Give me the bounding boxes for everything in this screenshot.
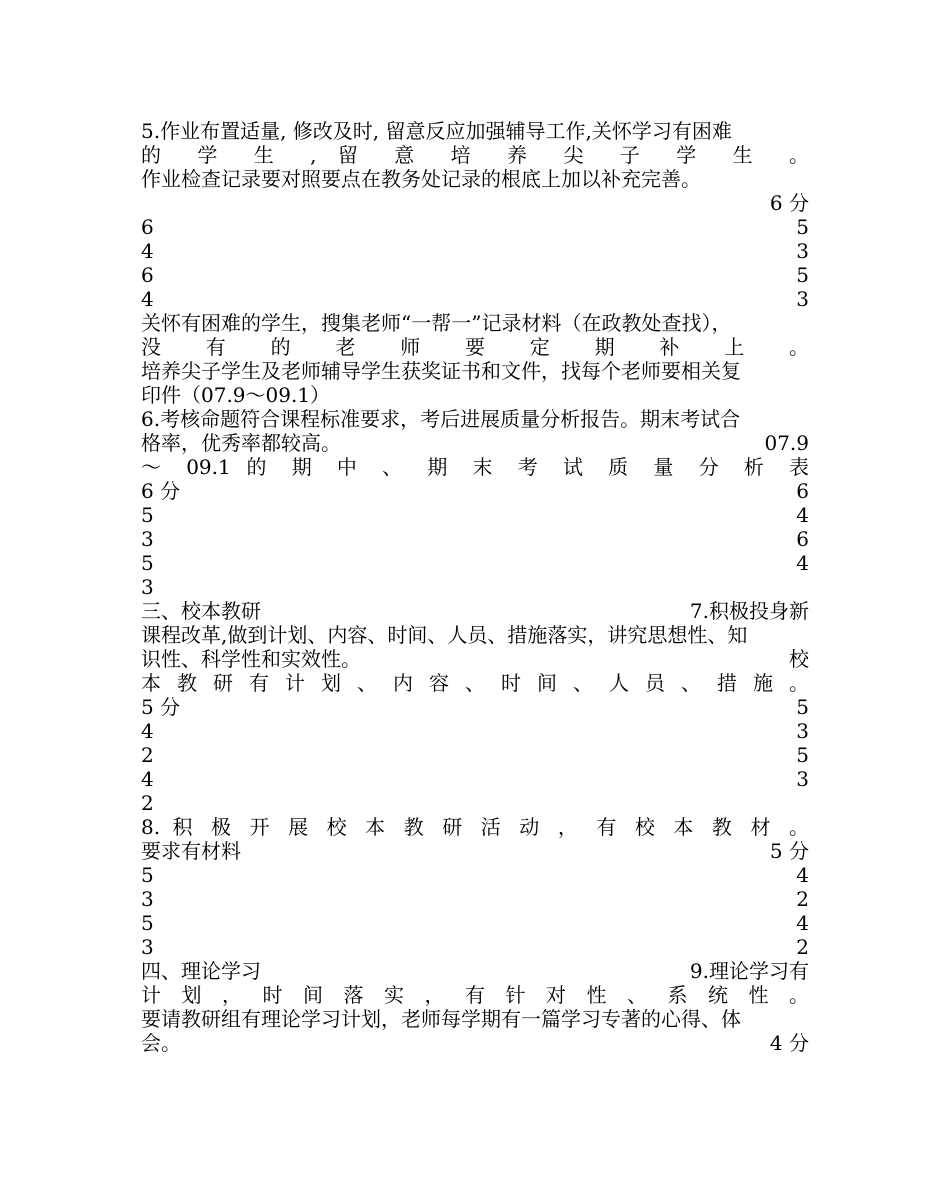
item-9-requirement-cont bbox=[141, 1031, 809, 1055]
item-7-right: 校 bbox=[789, 647, 809, 671]
score-row bbox=[141, 287, 809, 311]
score-row bbox=[141, 503, 809, 527]
care-students-text-cont: 没 有 的 老 师 要 定 期 补 上 。 bbox=[141, 335, 809, 359]
score-left: 4 bbox=[141, 239, 154, 263]
score-left: 2 bbox=[141, 743, 154, 767]
score-right: 5 bbox=[796, 263, 809, 287]
cultivate-students-text: 培养尖子学生及老师辅导学生获奖证书和文件，找每个老师要相关复 bbox=[141, 359, 741, 383]
item-9-requirement: 要请教研组有理论学习计划，老师每学期有一篇学习专著的心得、体 bbox=[141, 1007, 741, 1031]
item-6-left: 格率，优秀率都较高。 bbox=[141, 431, 341, 455]
score-left: 4 bbox=[141, 719, 154, 743]
item-5-text-cont: 的 学 生 , 留 意 培 养 尖 子 学 生 。 bbox=[141, 143, 809, 167]
item-5-score: 6 分 bbox=[769, 191, 809, 215]
item-8-requirement-row bbox=[141, 839, 809, 863]
score-left: 4 bbox=[141, 767, 154, 791]
score-row bbox=[141, 767, 809, 791]
cultivate-students-text-cont: 印件（07.9～09.1） bbox=[141, 383, 331, 407]
score-row bbox=[141, 479, 809, 503]
score-left: 6 bbox=[141, 215, 154, 239]
section-3-heading: 三、校本教研 bbox=[141, 599, 261, 623]
item-7-left: 识性、科学性和实效性。 bbox=[141, 647, 361, 671]
item-6-text: 6.考核命题符合课程标准要求，考后进展质量分析报告。期末考试合 bbox=[141, 407, 741, 431]
score-right: 4 bbox=[796, 551, 809, 575]
score-row bbox=[141, 527, 809, 551]
score-right: 5 bbox=[796, 743, 809, 767]
item-8-text: 8. 积 极 开 展 校 本 教 研 活 动 ， 有 校 本 教 材 。 bbox=[141, 815, 809, 839]
item-9-text: 计 划 ， 时 间 落 实 ， 有 针 对 性 、 系 统 性 。 bbox=[141, 983, 809, 1007]
item-5-text: 5.作业布置适量, 修改及时, 留意反应加强辅导工作,关怀学习有困难 bbox=[141, 119, 732, 143]
score-left: 5 bbox=[141, 863, 154, 887]
score-row: 3 bbox=[141, 575, 154, 599]
item-6-text-cont bbox=[141, 431, 809, 455]
score-row bbox=[141, 863, 809, 887]
section-3-heading-row bbox=[141, 599, 809, 623]
score-row bbox=[141, 695, 809, 719]
score-row bbox=[141, 743, 809, 767]
score-right: 3 bbox=[796, 719, 809, 743]
item-9-left: 会。 bbox=[141, 1031, 181, 1055]
care-students-text: 关怀有困难的学生，搜集老师“一帮一”记录材料（在政教处查找）， bbox=[141, 311, 732, 335]
score-row bbox=[141, 239, 809, 263]
score-right: 3 bbox=[796, 767, 809, 791]
section-4-heading-row bbox=[141, 959, 809, 983]
score-left: 3 bbox=[141, 935, 154, 959]
score-left: 3 bbox=[141, 527, 154, 551]
score-right: 4 bbox=[796, 863, 809, 887]
score-row bbox=[141, 719, 809, 743]
score-right: 3 bbox=[796, 239, 809, 263]
item-8-score: 5 分 bbox=[769, 839, 809, 863]
score-right: 6 bbox=[796, 479, 809, 503]
score-left: 6 分 bbox=[141, 479, 181, 503]
item-7-plan-note: 本 教 研 有 计 划 、 内 容 、 时 间 、 人 员 、 措 施 。 bbox=[141, 671, 809, 695]
score-row bbox=[141, 887, 809, 911]
score-row: 2 bbox=[141, 791, 154, 815]
item-7-start: 7.积极投身新 bbox=[689, 599, 809, 623]
item-8-requirement: 要求有材料 bbox=[141, 839, 241, 863]
score-right: 5 bbox=[796, 695, 809, 719]
item-9-score: 4 分 bbox=[769, 1031, 809, 1055]
score-left: 6 bbox=[141, 263, 154, 287]
item-9-start: 9.理论学习有 bbox=[689, 959, 809, 983]
score-row bbox=[141, 911, 809, 935]
score-left: 5 bbox=[141, 911, 154, 935]
item-5-check-note: 作业检查记录要对照要点在教务处记录的根底上加以补充完善。 bbox=[141, 167, 701, 191]
score-left: 5 bbox=[141, 551, 154, 575]
score-right: 2 bbox=[796, 935, 809, 959]
score-row bbox=[141, 263, 809, 287]
score-right: 4 bbox=[796, 911, 809, 935]
item-6-right: 07.9 bbox=[764, 431, 809, 455]
document-body bbox=[141, 119, 809, 1055]
section-4-heading: 四、理论学习 bbox=[141, 959, 261, 983]
score-right: 5 bbox=[796, 215, 809, 239]
score-row bbox=[141, 935, 809, 959]
score-row bbox=[141, 215, 809, 239]
score-left: 4 bbox=[141, 287, 154, 311]
score-left: 3 bbox=[141, 887, 154, 911]
item-7-text-cont bbox=[141, 647, 809, 671]
score-right: 6 bbox=[796, 527, 809, 551]
score-row bbox=[141, 551, 809, 575]
score-left: 5 分 bbox=[141, 695, 181, 719]
score-right: 2 bbox=[796, 887, 809, 911]
score-right: 4 bbox=[796, 503, 809, 527]
item-7-text: 课程改革,做到计划、内容、时间、人员、措施落实，讲究思想性、知 bbox=[141, 623, 748, 647]
item-6-analysis-note: ～ 09.1 的 期 中 、 期 末 考 试 质 量 分 析 表 bbox=[141, 455, 809, 479]
score-right: 3 bbox=[796, 287, 809, 311]
score-left: 5 bbox=[141, 503, 154, 527]
